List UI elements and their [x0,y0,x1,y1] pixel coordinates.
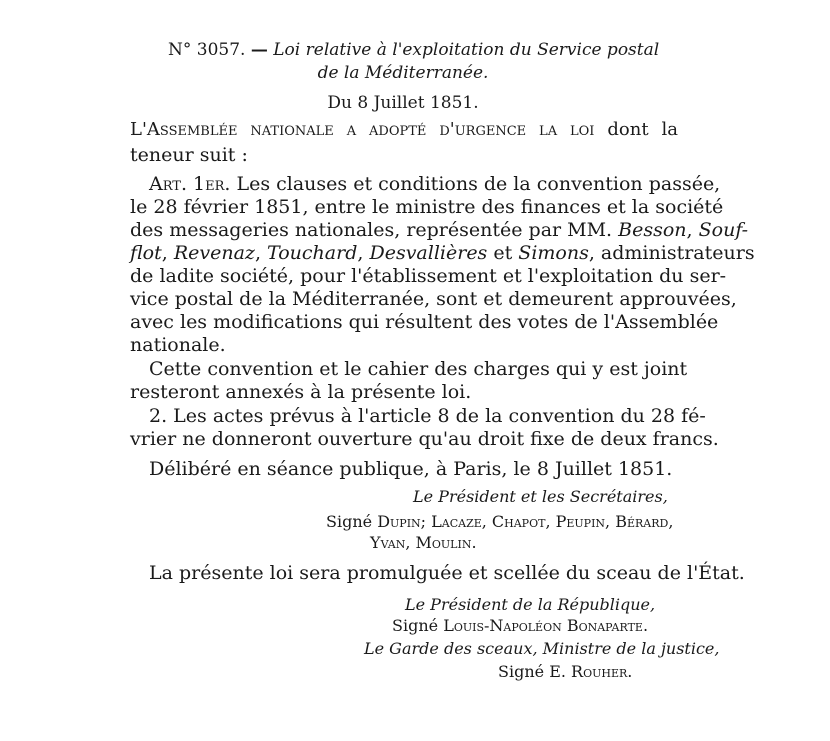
annex-line-1: Cette convention et le cahier des charges qui y est joint [149,358,688,380]
article-1-line-8: nationale. [130,334,226,356]
law-title-line-1 [168,38,660,62]
article-1-line-3: des messageries nationales, représentée par MM. Besson, Souf- [130,219,749,241]
law-date: Du 8 Juillet 1851. [327,93,479,113]
name-desvallieres: Desvallières [369,242,488,264]
law-title: Loi relative à l'exploitation du Service postal [273,40,660,60]
garde-name: E. Rouher. [549,662,633,681]
law-number: N° 3057. [168,40,246,60]
name-besson: Besson [618,219,687,241]
adoption-formula: L'Assemblée nationale a adopté d'urgence la loi [130,119,595,140]
president-name: Louis-Napoléon Bonaparte. [443,616,649,635]
law-title-line-2: de la Méditerranée. [317,63,489,83]
president-signature: Signé Louis-Napoléon Bonaparte. [392,616,649,635]
promulgation-line: La présente loi sera promulguée et scellée du sceau de l'État. [149,562,745,584]
assembly-signatures-line-1: Signé Dupin; Lacaze, Chapot, Peupin, Bérard, [326,512,674,531]
assembly-signatures-line-2: Yvan, Moulin. [370,533,477,552]
deliberation-line: Délibéré en séance publique, à Paris, le 8 Juillet 1851. [149,458,673,480]
article-1-label: Art. 1er. [149,173,231,195]
garde-heading: Le Garde des sceaux, Ministre de la justice, [364,639,720,658]
preamble-line-1 [130,118,678,142]
article-1-line-7: avec les modifications qui résultent des votes de l'Assemblée [130,311,719,333]
name-revenaz: Revenaz [173,242,255,264]
preamble-suffix: dont la [607,119,678,140]
name-simons: Simons [518,242,589,264]
article-1-line-2: le 28 février 1851, entre le ministre des finances et la société [130,196,724,218]
article-1-line-6: vice postal de la Méditerranée, sont et demeurent approuvées, [130,288,737,310]
annex-line-2: resteront annexés à la présente loi. [130,381,472,403]
president-heading: Le Président de la République, [405,595,656,614]
article-2-line-1: 2. Les actes prévus à l'article 8 de la convention du 28 fé- [149,405,706,427]
article-1-line-4: flot, Revenaz, Touchard, Desvallières et Simons, administrateurs [130,242,755,264]
garde-signature: Signé E. Rouher. [498,662,633,681]
article-1-line-5: de ladite société, pour l'établissement et l'exploitation du ser- [130,265,727,287]
name-soufflot-part-2: flot [130,242,162,264]
assembly-signatures-heading: Le Président et les Secrétaires, [413,487,668,506]
article-2-line-2: vrier ne donneront ouverture qu'au droit fixe de deux francs. [130,428,719,450]
name-soufflot-part-1: Souf- [698,219,749,241]
article-1-line-1: Art. 1er. Les clauses et conditions de la convention passée, [149,173,721,195]
title-dash: — [250,40,268,60]
name-touchard: Touchard [267,242,358,264]
signatory-names: Dupin; Lacaze, Chapot, Peupin, Bérard, [377,512,674,531]
preamble-line-2: teneur suit : [130,144,248,166]
